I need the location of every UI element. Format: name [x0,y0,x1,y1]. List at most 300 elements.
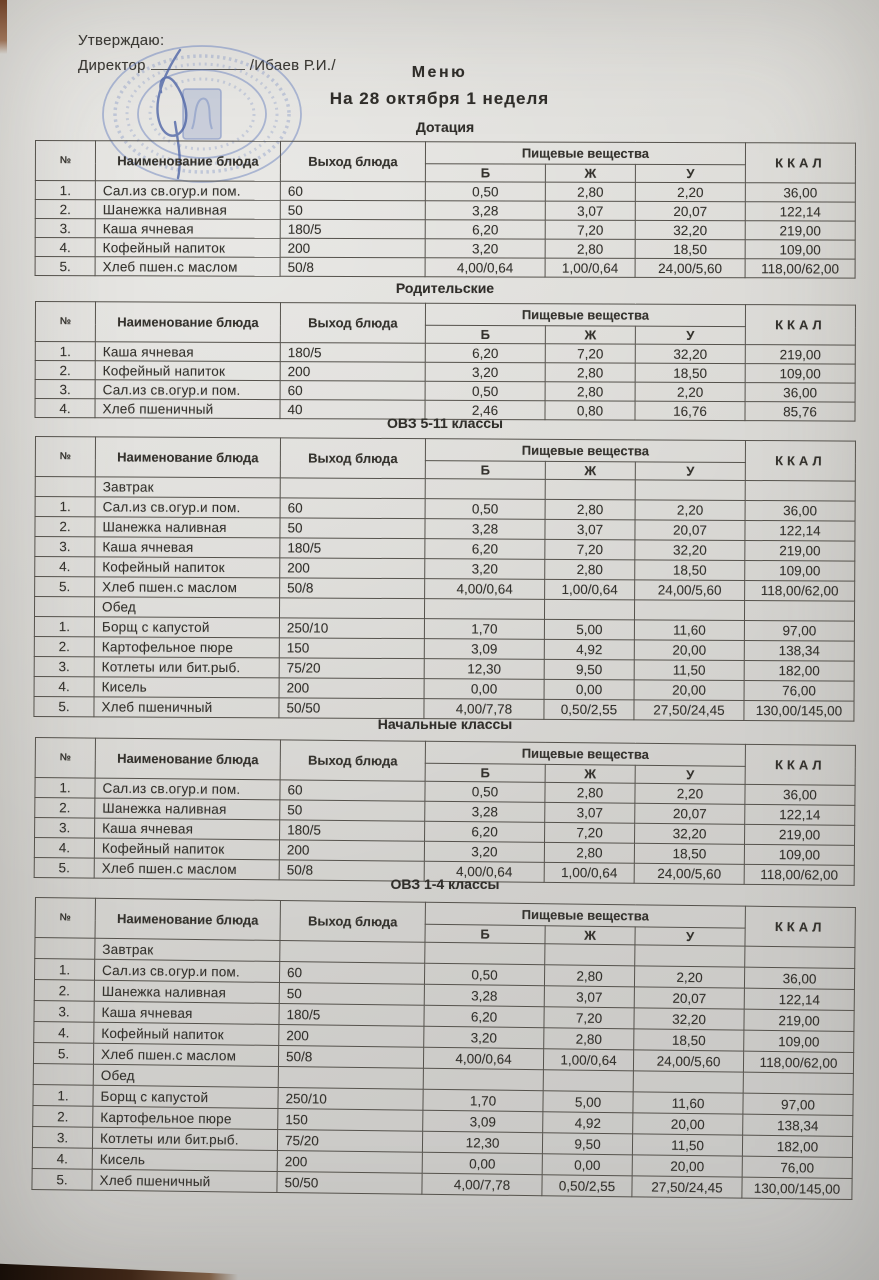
col-header-output: Выход блюда [280,900,425,942]
cell-kcal [745,480,855,501]
cell-fat: 1,00/0,64 [543,1049,633,1071]
cell-kcal: 118,00/62,00 [743,1051,853,1073]
col-header-nutrients: Пищевые вещества [425,439,745,463]
cell-fat: 0,00 [542,1154,632,1176]
cell-fat: 0,50/2,55 [544,699,634,720]
cell-num: 1. [35,497,95,517]
cell-output: 250/10 [278,1087,423,1110]
cell-fat: 2,80 [544,965,634,987]
cell-carbs: 27,50/24,45 [634,700,744,721]
section-heading: ОВЗ 1-4 классы [390,876,500,892]
cell-meal-name: Обед [94,597,279,618]
cell-carbs: 11,60 [634,620,744,641]
cell-output: 200 [277,1150,422,1173]
col-header-protein: Б [425,763,545,782]
menu-section [35,715,855,883]
col-header-nutrients: Пищевые вещества [425,303,745,326]
cell-kcal: 36,00 [745,500,855,521]
cell-carbs: 2,20 [635,500,745,521]
cell-num: 3. [35,219,95,238]
cell-fat: 0,80 [545,401,635,420]
header-row [35,141,855,166]
cell-kcal [745,946,855,968]
cell-dish: Хлеб пшен.с маслом [94,858,279,880]
cell-carbs: 20,00 [634,640,744,661]
menu-section [35,118,855,276]
cell-dish: Хлеб пшен.с маслом [93,1043,278,1066]
col-header-protein: Б [425,164,545,182]
cell-num [33,1063,93,1085]
cell-fat: 3,07 [545,201,635,220]
cell-fat: 9,50 [544,659,634,680]
cell-dish: Хлеб пшеничный [94,697,279,718]
menu-section [35,875,855,1197]
cell-carbs: 24,00/5,60 [633,1050,743,1072]
cell-meal-name: Завтрак [95,477,280,498]
cell-num: 2. [33,1105,93,1127]
cell-protein: 4,00/0,64 [425,579,545,600]
cell-output: 40 [280,400,425,420]
cell-output: 75/20 [279,658,424,679]
cell-protein: 4,00/0,64 [423,1047,543,1069]
col-header-output: Выход блюда [280,303,425,344]
cell-fat: 2,80 [545,559,635,580]
cell-carbs: 18,50 [634,843,744,864]
cell-dish: Шанежка наливная [95,798,280,820]
cell-num: 3. [35,537,95,557]
cell-kcal: 109,00 [745,364,855,383]
cell-fat: 2,80 [545,363,635,382]
cell-num: 2. [35,517,95,537]
col-header-carbs: У [635,164,745,182]
cell-output: 200 [280,362,425,382]
cell-protein: 0,50 [425,499,545,520]
cell-kcal: 36,00 [745,183,855,202]
cell-num: 2. [35,361,95,380]
col-header-nutrients: Пищевые вещества [425,741,745,766]
cell-carbs: 11,50 [634,660,744,681]
cell-output: 60 [280,780,425,801]
col-header-kcal: ККАЛ [745,305,855,345]
cell-output: 75/20 [277,1129,422,1152]
header-row [35,437,855,464]
cell-carbs: 32,20 [635,344,745,363]
cell-carbs: 11,50 [632,1134,742,1156]
cell-kcal [743,1072,853,1094]
cell-kcal: 122,14 [745,202,855,221]
cell-carbs: 18,50 [634,1029,744,1051]
cell-kcal: 97,00 [744,620,854,641]
cell-num: 4. [34,1021,94,1043]
cell-kcal: 109,00 [744,1030,854,1052]
cell-fat: 7,20 [545,220,635,239]
cell-dish: Шанежка наливная [94,980,279,1003]
cell-carbs: 2,20 [634,966,744,988]
col-header-fat: Ж [545,764,635,783]
cell-num: 1. [35,342,95,361]
cell-output: 50 [280,200,425,219]
menu-table [33,436,856,722]
col-header-output: Выход блюда [280,141,425,181]
cell-protein: 12,30 [422,1131,542,1153]
cell-protein: 12,30 [424,659,544,680]
cell-kcal: 130,00/145,00 [744,700,854,721]
cell-output: 50/8 [278,1045,423,1068]
cell-protein [425,942,545,964]
cell-output [279,598,424,619]
cell-num [35,938,95,960]
cell-protein: 0,00 [422,1152,542,1174]
cell-dish: Картофельное пюре [93,1106,278,1129]
cell-kcal: 138,34 [744,640,854,661]
cell-dish: Сал.из св.огур.и пом. [95,380,280,400]
cell-kcal: 122,14 [744,988,854,1010]
cell-carbs: 24,00/5,60 [635,258,745,277]
table-row [35,257,855,279]
cell-num: 5. [32,1168,92,1190]
cell-num: 1. [35,181,95,200]
cell-protein: 0,50 [424,963,544,985]
cell-fat: 2,80 [545,782,635,803]
cell-carbs [635,945,745,967]
cell-protein: 6,20 [425,539,545,560]
cell-kcal: 109,00 [745,240,855,259]
desk-edge-bottom-left [0,1262,238,1280]
cell-num: 2. [35,200,95,219]
col-header-num: № [35,437,95,477]
cell-kcal: 219,00 [745,824,855,845]
cell-fat [543,1070,633,1092]
cell-num: 5. [34,696,94,716]
table-row [35,181,855,203]
cell-num: 4. [35,557,95,577]
cell-fat: 0,00 [544,679,634,700]
cell-output: 50 [279,982,424,1005]
cell-carbs: 2,20 [635,382,745,401]
cell-fat: 3,07 [545,519,635,540]
cell-num: 5. [33,1042,93,1064]
cell-dish: Шанежка наливная [95,200,280,220]
cell-dish: Котлеты или бит.рыб. [92,1127,277,1150]
cell-dish: Каша ячневая [95,342,280,362]
cell-dish: Котлеты или бит.рыб. [94,657,279,678]
col-header-carbs: У [635,927,745,946]
cell-fat: 1,00/0,64 [544,862,634,883]
cell-fat: 7,20 [545,344,635,363]
col-header-protein: Б [425,461,545,480]
cell-protein [424,599,544,620]
cell-output: 50 [280,800,425,821]
col-header-kcal: ККАЛ [745,906,855,947]
col-header-fat: Ж [545,164,635,182]
cell-carbs: 32,20 [635,823,745,844]
cell-protein: 6,20 [424,1005,544,1027]
cell-num: 4. [34,676,94,696]
cell-protein [423,1068,543,1090]
cell-output: 180/5 [280,538,425,559]
cell-fat [545,944,635,966]
cell-carbs: 2,20 [635,182,745,201]
cell-kcal: 138,34 [743,1114,853,1136]
cell-kcal: 97,00 [743,1093,853,1115]
cell-kcal: 109,00 [744,844,854,865]
col-header-output: Выход блюда [280,438,425,479]
cell-protein: 3,09 [423,1110,543,1132]
cell-num: 2. [35,798,95,819]
menu-section [35,279,855,418]
cell-dish: Борщ с капустой [93,1085,278,1108]
cell-output: 50 [280,518,425,539]
col-header-nutrients: Пищевые вещества [425,902,745,928]
cell-protein: 4,00/0,64 [425,258,545,277]
cell-carbs: 20,07 [635,201,745,220]
desk-edge-top-left [0,0,7,54]
col-header-output: Выход блюда [280,740,425,781]
table-row [35,219,855,241]
cell-kcal: 122,14 [745,520,855,541]
cell-num: 2. [34,636,94,656]
col-header-nutrients: Пищевые вещества [425,142,745,165]
cell-dish: Хлеб пшеничный [92,1169,277,1192]
cell-carbs: 20,07 [634,987,744,1009]
cell-num: 1. [33,1084,93,1106]
section-heading: ОВЗ 5-11 классы [387,415,503,431]
cell-fat [545,479,635,500]
col-header-fat: Ж [545,326,635,344]
cell-num: 1. [34,617,94,637]
cell-output: 50/8 [280,257,425,276]
cell-output: 50/50 [279,698,424,719]
menu-table [34,737,856,886]
cell-carbs: 20,00 [633,1113,743,1135]
cell-protein: 3,20 [424,1026,544,1048]
cell-protein: 3,28 [425,201,545,220]
cell-carbs: 24,00/5,60 [635,580,745,601]
cell-kcal: 130,00/145,00 [742,1177,852,1199]
cell-carbs: 20,00 [634,680,744,701]
cell-dish: Хлеб пшен.с маслом [95,577,280,598]
cell-dish: Кофейный напиток [95,557,280,578]
cell-fat: 5,00 [543,1091,633,1113]
cell-fat: 3,07 [544,986,634,1008]
menu-table [34,301,856,422]
cell-num: 4. [34,838,94,859]
cell-num: 1. [35,778,95,799]
header-row [35,302,855,328]
cell-dish: Кофейный напиток [95,238,280,258]
cell-kcal [744,600,854,621]
cell-kcal: 118,00/62,00 [745,580,855,601]
col-header-dish: Наименование блюда [95,898,280,940]
cell-output: 180/5 [280,219,425,238]
cell-protein: 4,00/0,64 [424,861,544,882]
col-header-num: № [35,738,95,779]
col-header-num: № [35,141,95,181]
page-subtitle: На 28 октября 1 неделя [329,89,550,108]
cell-dish: Борщ с капустой [94,617,279,638]
cell-output: 60 [279,961,424,984]
menu-table [31,897,856,1200]
cell-fat: 7,20 [545,822,635,843]
cell-protein: 0,00 [424,679,544,700]
cell-fat [544,599,634,620]
cell-kcal: 182,00 [742,1135,852,1157]
cell-fat: 2,80 [545,382,635,401]
cell-protein: 3,20 [425,559,545,580]
cell-dish: Хлеб пшен.с маслом [95,257,280,277]
col-header-num: № [35,898,95,939]
title-block [0,64,879,109]
col-header-carbs: У [635,462,745,481]
cell-kcal: 122,14 [745,804,855,825]
cell-protein [425,479,545,500]
cell-num: 3. [35,818,95,839]
cell-dish: Кисель [94,677,279,698]
cell-fat: 2,80 [545,239,635,258]
col-header-kcal: ККАЛ [745,440,855,481]
cell-kcal: 182,00 [744,660,854,681]
cell-carbs: 18,50 [635,363,745,382]
cell-protein: 3,28 [424,984,544,1006]
cell-kcal: 85,76 [745,402,855,421]
cell-protein: 6,20 [425,220,545,239]
cell-kcal: 36,00 [745,383,855,402]
menu-section [35,414,855,717]
cell-fat: 7,20 [544,1007,634,1029]
cell-protein: 3,09 [424,639,544,660]
cell-protein: 3,28 [425,519,545,540]
cell-dish: Сал.из св.огур.и пом. [95,497,280,518]
cell-protein: 4,00/7,78 [422,1173,542,1195]
cell-fat: 0,50/2,55 [542,1175,632,1197]
cell-kcal: 118,00/62,00 [744,864,854,885]
cell-carbs [634,600,744,621]
cell-output: 60 [280,381,425,401]
cell-dish: Хлеб пшеничный [95,399,280,419]
cell-num: 3. [34,1000,94,1022]
cell-fat: 9,50 [542,1133,632,1155]
cell-dish: Шанежка наливная [95,517,280,538]
cell-protein: 1,70 [424,619,544,640]
col-header-protein: Б [425,325,545,344]
cell-protein: 1,70 [423,1089,543,1111]
cell-carbs: 18,50 [635,560,745,581]
cell-dish: Кисель [92,1148,277,1171]
cell-kcal: 76,00 [744,680,854,701]
cell-output [280,478,425,499]
cell-meal-name: Обед [93,1064,278,1087]
cell-fat: 2,80 [545,499,635,520]
cell-num: 4. [35,238,95,257]
cell-carbs: 2,20 [635,783,745,804]
cell-fat: 5,00 [544,619,634,640]
section-heading: Дотация [415,119,475,135]
cell-num: 3. [34,656,94,676]
cell-kcal: 76,00 [742,1156,852,1178]
table-row [35,238,855,260]
col-header-kcal: ККАЛ [745,143,855,183]
cell-dish: Сал.из св.огур.и пом. [94,959,279,982]
cell-dish: Картофельное пюре [94,637,279,658]
cell-num [34,597,94,617]
cell-kcal: 219,00 [745,540,855,561]
cell-kcal: 36,00 [745,784,855,805]
cell-carbs: 27,50/24,45 [632,1176,742,1198]
cell-output: 180/5 [280,343,425,363]
cell-output: 50/8 [280,578,425,599]
cell-dish: Каша ячневая [94,1001,279,1024]
cell-output: 250/10 [279,618,424,639]
cell-protein: 3,20 [425,239,545,258]
cell-carbs: 20,00 [632,1155,742,1177]
cell-fat: 1,00/0,64 [545,579,635,600]
col-header-protein: Б [425,924,545,943]
col-header-carbs: У [635,765,745,784]
cell-protein: 2,46 [425,400,545,420]
cell-output: 60 [280,181,425,200]
col-header-dish: Наименование блюда [95,437,280,478]
cell-output: 50/50 [277,1171,422,1194]
cell-output: 200 [279,1024,424,1047]
cell-output: 50/8 [279,860,424,881]
cell-fat: 1,00/0,64 [545,258,635,277]
cell-dish: Кофейный напиток [94,1022,279,1045]
cell-kcal: 219,00 [745,345,855,364]
cell-protein: 3,20 [425,362,545,382]
cell-dish: Каша ячневая [95,219,280,239]
cell-kcal: 36,00 [744,967,854,989]
cell-fat: 7,20 [545,539,635,560]
table-row [35,200,855,222]
cell-dish: Кофейный напиток [95,361,280,381]
cell-num: 2. [34,979,94,1001]
cell-output: 150 [278,1108,423,1131]
cell-output [280,940,425,963]
cell-carbs: 32,20 [635,220,745,239]
cell-fat: 2,80 [544,1028,634,1050]
cell-carbs: 16,76 [635,401,745,420]
col-header-num: № [35,302,95,342]
cell-carbs: 20,07 [635,803,745,824]
page-title: Меню [411,64,468,81]
cell-carbs: 32,20 [634,1008,744,1030]
cell-num: 5. [35,257,95,276]
cell-output: 180/5 [280,820,425,841]
cell-output [278,1066,423,1089]
cell-protein: 6,20 [425,343,545,363]
cell-output: 200 [280,558,425,579]
cell-dish: Каша ячневая [95,818,280,840]
cell-fat: 2,80 [544,842,634,863]
cell-dish: Сал.из св.огур.и пом. [95,778,280,800]
menu-table [35,140,856,279]
cell-fat: 2,80 [545,182,635,201]
cell-protein: 0,50 [425,182,545,201]
col-header-fat: Ж [545,461,635,480]
cell-fat: 3,07 [545,802,635,823]
cell-protein: 3,28 [425,801,545,822]
cell-output: 150 [279,638,424,659]
cell-num: 5. [35,577,95,597]
section-heading: Родительские [395,280,495,296]
cell-meal-name: Завтрак [95,938,280,961]
director-name: /Ибаев Р.И./ [249,57,336,74]
cell-carbs: 18,50 [635,239,745,258]
cell-fat: 4,92 [544,639,634,660]
section-heading: Начальные классы [377,716,513,732]
cell-dish: Кофейный напиток [94,838,279,860]
col-header-dish: Наименование блюда [95,302,280,343]
